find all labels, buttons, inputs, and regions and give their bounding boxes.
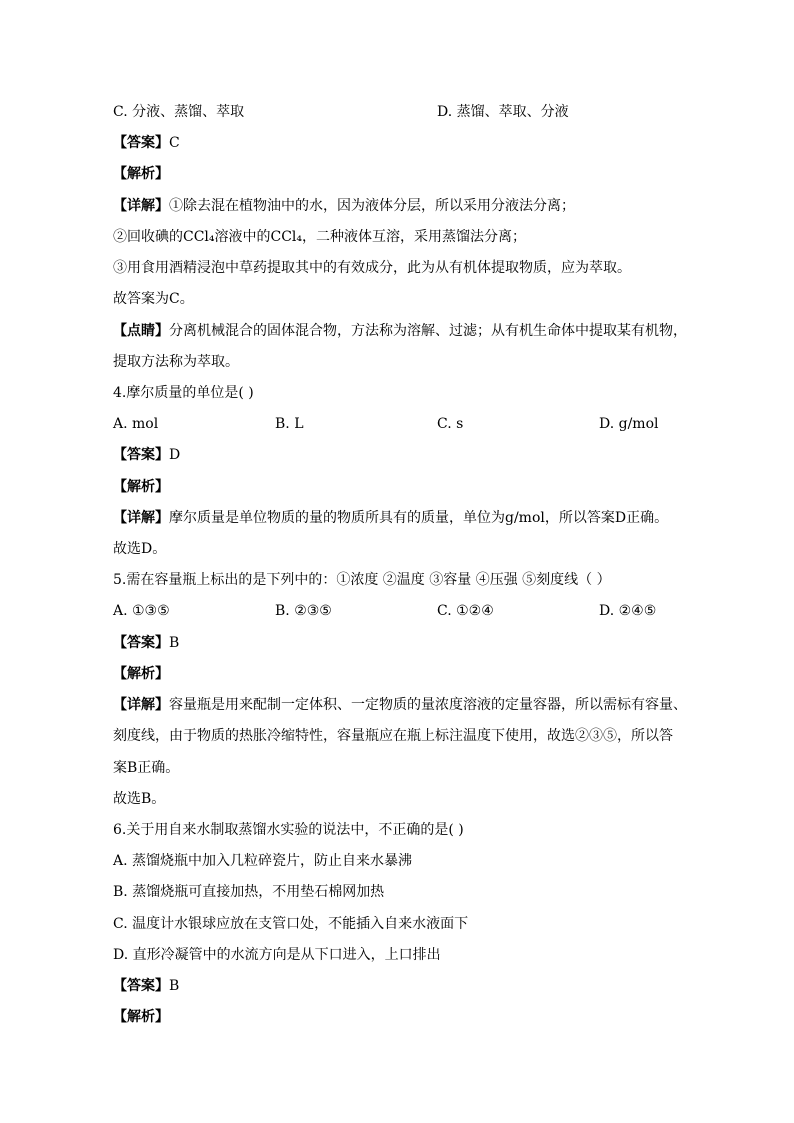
q4-question: 4.摩尔质量的单位是( )	[113, 385, 254, 401]
q3-conclusion: 故答案为C。	[113, 291, 194, 307]
answer-tag: 【答案】	[113, 635, 169, 651]
q6-question: 6.关于用自来水制取蒸馏水实验的说法中，不正确的是( )	[113, 822, 464, 838]
answer-tag: 【答案】	[113, 447, 169, 463]
q3-analysis-heading: 【解析】	[113, 166, 169, 182]
q6-option-d: D. 直形冷凝管中的水流方向是从下口进入，上口排出	[113, 947, 441, 963]
q3-detail-1	[113, 196, 575, 216]
q6-option-a: A. 蒸馏烧瓶中加入几粒碎瓷片，防止自来水暴沸	[113, 853, 413, 869]
q5-question: 5.需在容量瓶上标出的是下列中的：①浓度 ②温度 ③容量 ④压强 ⑤刻度线（ ）	[113, 572, 611, 588]
q6-option-c: C. 温度计水银球应放在支管口处，不能插入自来水液面下	[113, 916, 469, 932]
note-text: 分离机械混合的固体混合物，方法称为溶解、过滤；从有机生命体中提取某有机物，	[169, 323, 687, 339]
q5-answer	[113, 633, 179, 653]
q4-answer	[113, 445, 180, 465]
detail-text: 摩尔质量是单位物质的量的物质所具有的质量，单位为g/mol，所以答案D正确。	[169, 510, 669, 526]
q4-option-d: D. g/mol	[599, 416, 659, 432]
q5-option-d: D. ②④⑤	[599, 603, 657, 619]
q6-option-b: B. 蒸馏烧瓶可直接加热，不用垫石棉网加热	[113, 884, 385, 900]
q4-detail-1	[113, 508, 668, 528]
q5-conclusion: 故选B。	[113, 791, 166, 807]
q3-note-1	[113, 321, 687, 341]
answer-value: C	[169, 135, 180, 151]
q4-option-a: A. mol	[113, 416, 159, 432]
answer-value: B	[169, 978, 180, 994]
detail-tag: 【详解】	[113, 697, 169, 713]
q5-option-a: A. ①③⑤	[113, 603, 170, 619]
q5-detail-3: 案B正确。	[113, 760, 180, 776]
detail-text: 容量瓶是用来配制一定体积、一定物质的量浓度溶液的定量容器，所以需标有容量、	[169, 697, 687, 713]
q5-detail-1	[113, 695, 687, 715]
answer-value: D	[169, 447, 181, 463]
detail-text: ①除去混在植物油中的水，因为液体分层，所以采用分液法分离；	[169, 198, 575, 214]
q4-conclusion: 故选D。	[113, 541, 167, 557]
q3-option-d: D. 蒸馏、萃取、分液	[437, 104, 569, 120]
q4-analysis-heading: 【解析】	[113, 479, 169, 495]
q3-answer	[113, 133, 180, 153]
q3-note-2: 提取方法称为萃取。	[113, 354, 239, 370]
q5-option-c: C. ①②④	[437, 603, 494, 619]
detail-tag: 【详解】	[113, 510, 169, 526]
answer-tag: 【答案】	[113, 135, 169, 151]
q3-detail-2: ②回收碘的CCl₄溶液中的CCl₄，二种液体互溶，采用蒸馏法分离；	[113, 229, 527, 245]
q5-detail-2: 刻度线，由于物质的热胀冷缩特性，容量瓶应在瓶上标注温度下使用，故选②③⑤，所以答	[113, 728, 673, 744]
q5-option-b: B. ②③⑤	[275, 603, 332, 619]
note-tag: 【点睛】	[113, 323, 169, 339]
q4-option-b: B. L	[275, 416, 304, 432]
q3-detail-3: ③用食用酒精浸泡中草药提取其中的有效成分，此为从有机体提取物质，应为萃取。	[113, 260, 631, 276]
answer-tag: 【答案】	[113, 978, 169, 994]
q5-analysis-heading: 【解析】	[113, 666, 169, 682]
detail-tag: 【详解】	[113, 198, 169, 214]
q4-option-c: C. s	[437, 416, 464, 432]
q6-answer	[113, 976, 179, 996]
q3-option-c: C. 分液、蒸馏、萃取	[113, 104, 245, 120]
answer-value: B	[169, 635, 180, 651]
q6-analysis-heading: 【解析】	[113, 1009, 169, 1025]
